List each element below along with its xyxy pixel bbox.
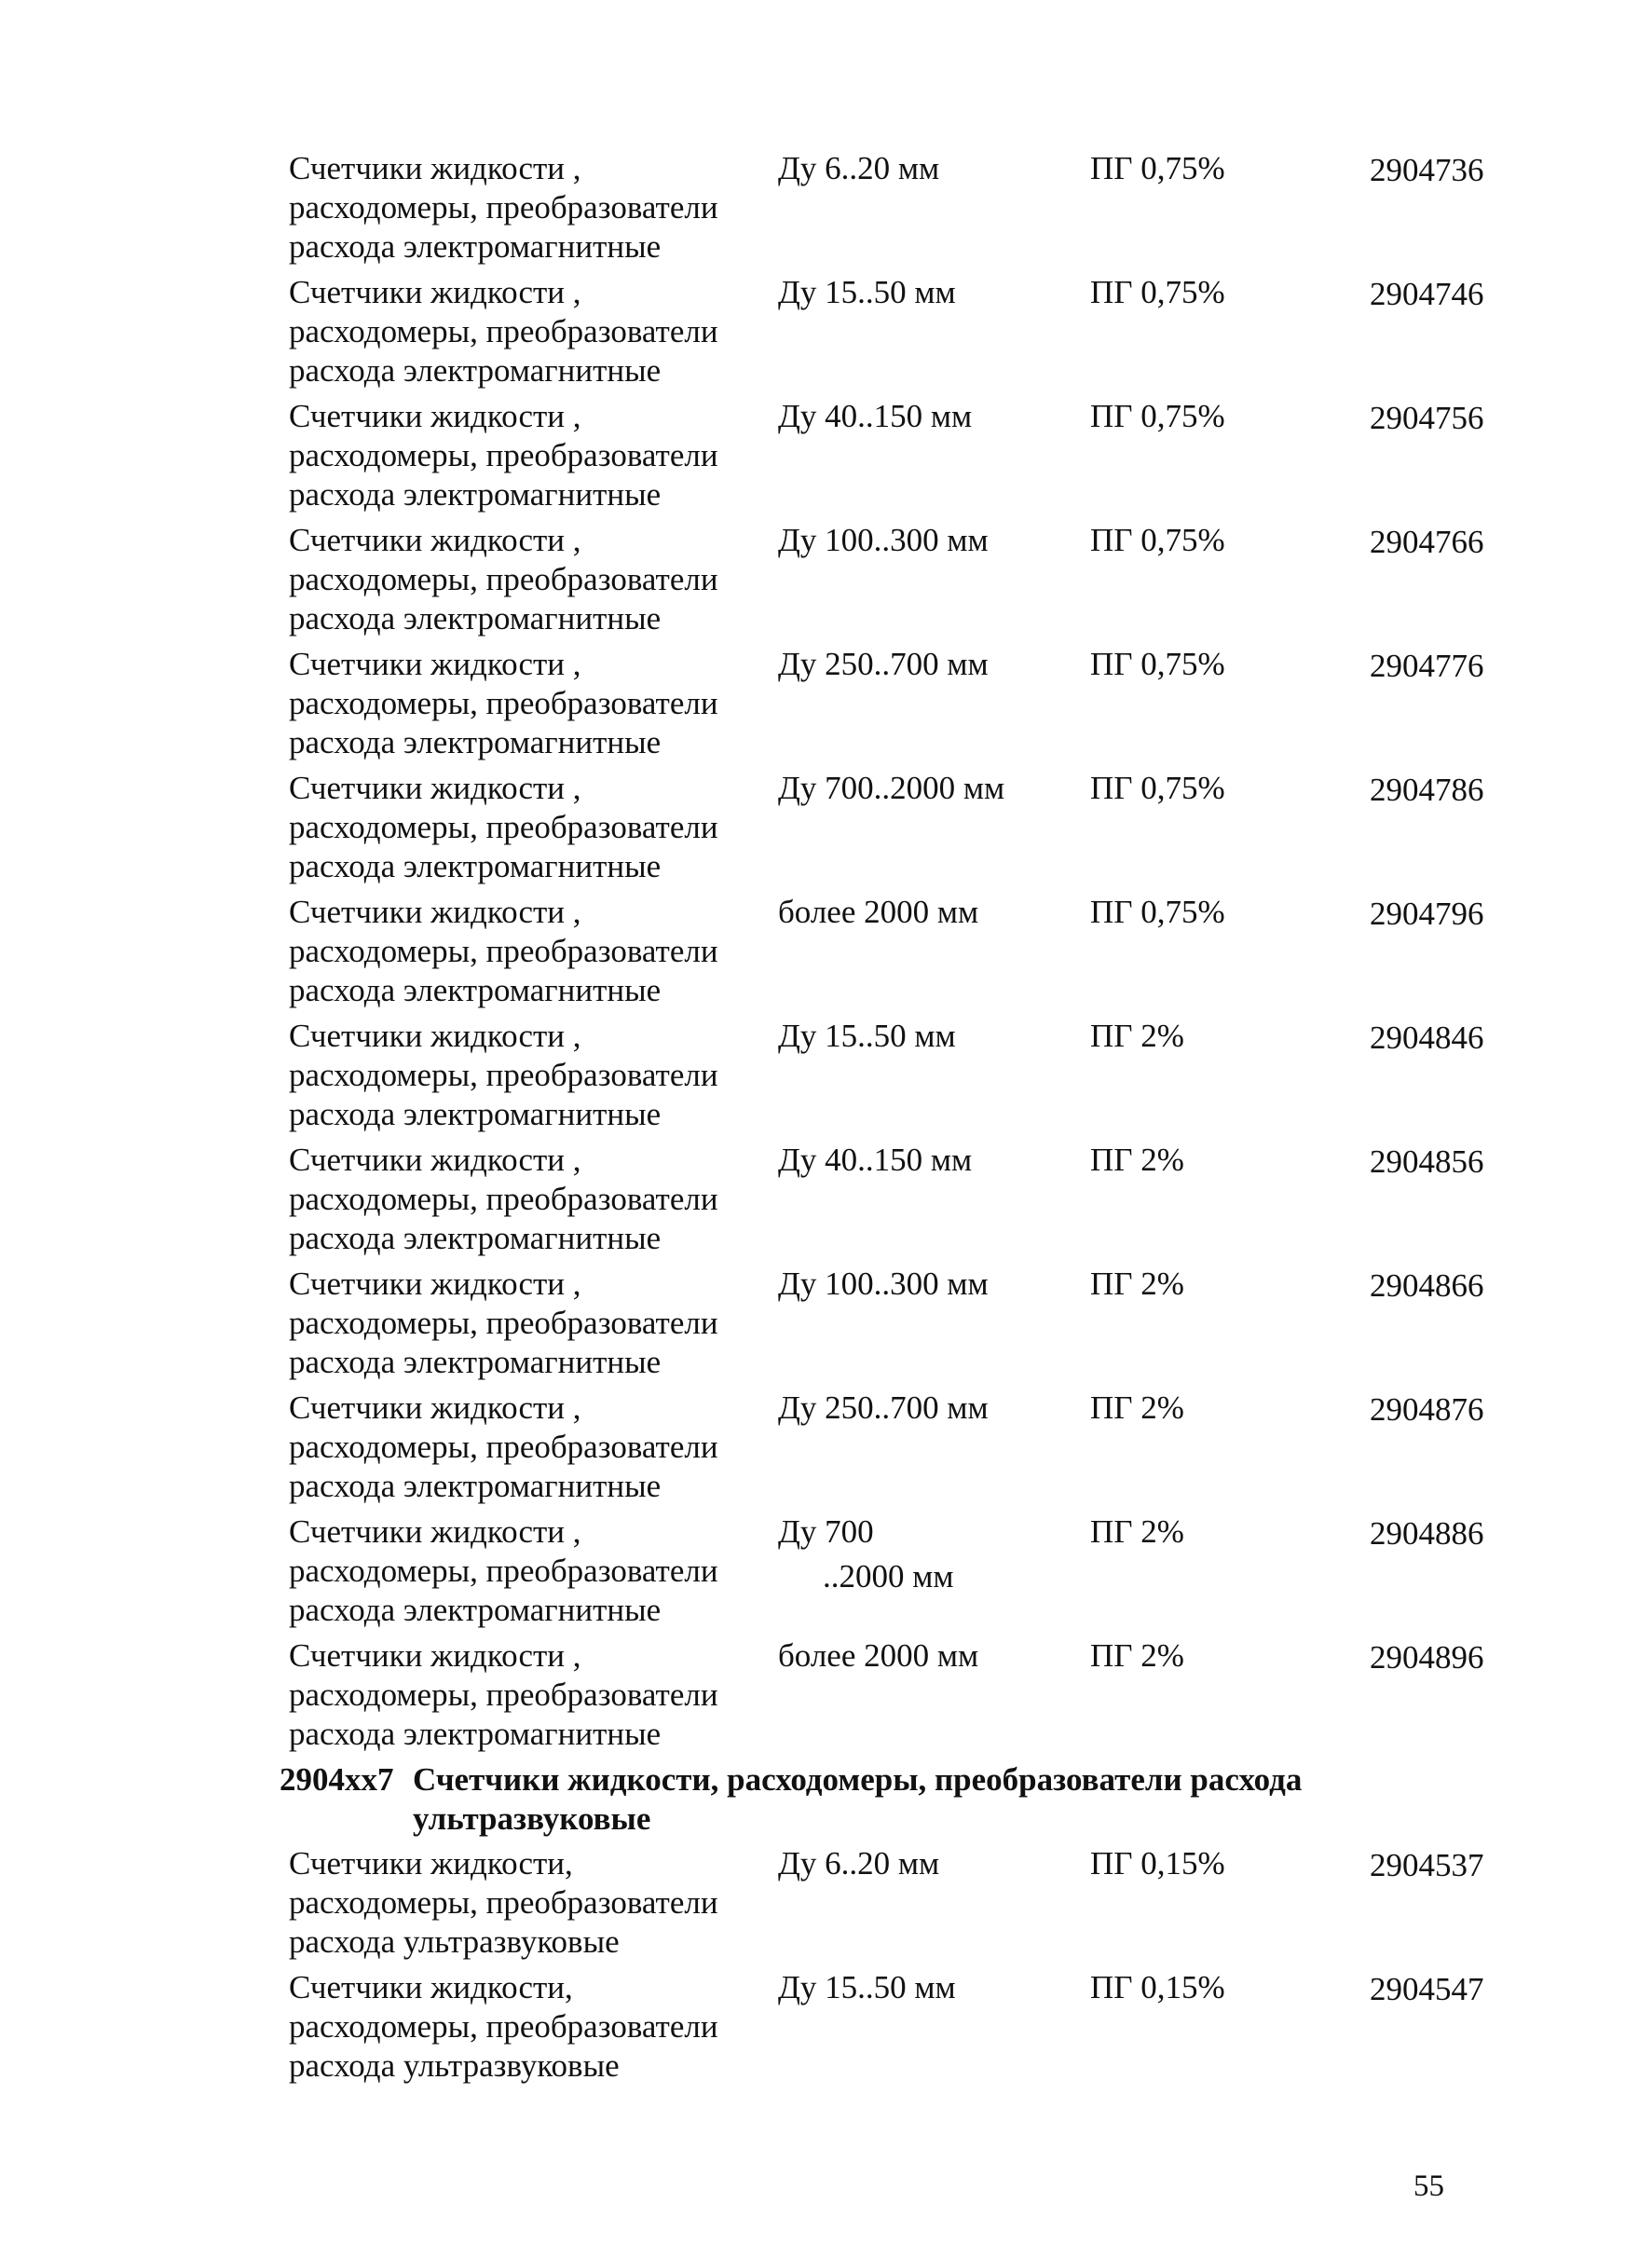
table-row [289, 1265, 1519, 1389]
device-name-line: расхода электромагнитные [289, 724, 662, 760]
error-limit: ПГ 2% [1090, 1637, 1184, 1674]
device-name-line: расходомеры, преобразователи [289, 1429, 718, 1465]
nominal-diameter-line: Ду 100..300 мм [778, 1266, 989, 1302]
table-row [289, 1636, 1519, 1760]
error-limit: ПГ 2% [1090, 1266, 1184, 1302]
device-name-line: Счетчики жидкости, [289, 1845, 573, 1882]
product-code: 2904876 [1370, 1391, 1484, 1428]
error-limit: ПГ 2% [1090, 1142, 1184, 1178]
device-name-line: Счетчики жидкости , [289, 150, 581, 186]
device-name-line: расходомеры, преобразователи [289, 1884, 718, 1921]
nominal-diameter [778, 397, 1048, 436]
device-name-line: расходомеры, преобразователи [289, 437, 718, 473]
error-limit: ПГ 0,75% [1090, 522, 1225, 558]
device-name [289, 769, 773, 886]
device-name [289, 1265, 773, 1382]
device-name-line: расходомеры, преобразователи [289, 1057, 718, 1093]
table-row [289, 1968, 1519, 2092]
nominal-diameter [778, 893, 1048, 932]
device-name-line: расхода электромагнитные [289, 1096, 662, 1132]
nominal-diameter [778, 149, 1048, 188]
device-name [289, 1389, 773, 1506]
nominal-diameter [778, 1017, 1048, 1056]
error-limit: ПГ 0,15% [1090, 1845, 1225, 1882]
product-code: 2904736 [1370, 152, 1484, 188]
table-row [289, 1389, 1519, 1512]
device-name-line: Счетчики жидкости , [289, 1018, 581, 1054]
error-limit: ПГ 2% [1090, 1389, 1184, 1426]
device-name [289, 645, 773, 762]
device-name-line: Счетчики жидкости , [289, 894, 581, 930]
product-code: 2904547 [1370, 1971, 1484, 2007]
device-name [289, 893, 773, 1010]
device-name-line: расхода электромагнитные [289, 228, 662, 265]
device-name [289, 397, 773, 514]
section-title [413, 1760, 1363, 1839]
page-number: 55 [1413, 2169, 1444, 2203]
section-code: 2904xx7 [280, 1761, 394, 1798]
nominal-diameter-line: Ду 40..150 мм [778, 398, 973, 434]
table-row [289, 521, 1519, 645]
nominal-diameter [778, 1844, 1048, 1883]
device-name-line: расходомеры, преобразователи [289, 313, 718, 349]
device-name [289, 273, 773, 390]
catalog-table [280, 149, 1519, 2092]
device-name-line: расхода электромагнитные [289, 1592, 662, 1628]
nominal-diameter-line: более 2000 мм [778, 1637, 979, 1674]
section-title-line: Счетчики жидкости, расходомеры, преобразователи расхода [413, 1761, 1303, 1798]
device-name [289, 1017, 773, 1134]
nominal-diameter-line: Ду 15..50 мм [778, 274, 956, 310]
error-limit: ПГ 2% [1090, 1018, 1184, 1054]
product-code: 2904796 [1370, 896, 1484, 932]
device-name-line: расхода электромагнитные [289, 352, 662, 389]
device-name-line: Счетчики жидкости , [289, 646, 581, 682]
product-code: 2904786 [1370, 772, 1484, 808]
error-limit: ПГ 0,15% [1090, 1969, 1225, 2005]
error-limit: ПГ 0,75% [1090, 894, 1225, 930]
nominal-diameter-line: Ду 6..20 мм [778, 150, 940, 186]
device-name [289, 521, 773, 638]
electromagnetic-rows [289, 149, 1519, 1760]
table-row [289, 893, 1519, 1017]
table-row [289, 149, 1519, 273]
device-name [289, 1844, 773, 1962]
device-name-line: расхода электромагнитные [289, 1468, 662, 1504]
device-name-line: расхода ультразвуковые [289, 1923, 620, 1960]
nominal-diameter-line: Ду 40..150 мм [778, 1142, 973, 1178]
nominal-diameter [778, 1141, 1048, 1180]
nominal-diameter [778, 521, 1048, 560]
product-code: 2904886 [1370, 1515, 1484, 1552]
device-name-line: Счетчики жидкости, [289, 1969, 573, 2005]
product-code: 2904846 [1370, 1020, 1484, 1056]
device-name-line: расходомеры, преобразователи [289, 685, 718, 721]
device-name-line: расхода электромагнитные [289, 848, 662, 884]
ultrasonic-rows [289, 1844, 1519, 2092]
device-name-line: расходомеры, преобразователи [289, 933, 718, 969]
device-name-line: расходомеры, преобразователи [289, 1305, 718, 1341]
device-name [289, 1636, 773, 1754]
product-code: 2904756 [1370, 400, 1484, 436]
table-row [289, 1844, 1519, 1968]
device-name-line: расхода электромагнитные [289, 972, 662, 1008]
device-name [289, 1968, 773, 2086]
device-name-line: Счетчики жидкости , [289, 1142, 581, 1178]
device-name-line: Счетчики жидкости , [289, 1266, 581, 1302]
nominal-diameter [778, 1512, 1048, 1596]
product-code: 2904746 [1370, 276, 1484, 312]
device-name-line: расхода электромагнитные [289, 1344, 662, 1380]
device-name-line: расхода электромагнитные [289, 1716, 662, 1752]
product-code: 2904537 [1370, 1847, 1484, 1883]
section-title-line: ультразвуковые [413, 1800, 651, 1837]
nominal-diameter [778, 769, 1048, 808]
table-row [289, 1141, 1519, 1265]
nominal-diameter-line: Ду 250..700 мм [778, 646, 989, 682]
device-name-line: расходомеры, преобразователи [289, 1676, 718, 1713]
nominal-diameter [778, 645, 1048, 684]
nominal-diameter-line: ..2000 мм [823, 1558, 954, 1594]
table-row [289, 273, 1519, 397]
device-name-line: расхода электромагнитные [289, 476, 662, 513]
product-code: 2904856 [1370, 1143, 1484, 1180]
nominal-diameter-line: Ду 700 [778, 1513, 874, 1550]
device-name-line: расходомеры, преобразователи [289, 561, 718, 597]
nominal-diameter-line: Ду 250..700 мм [778, 1389, 989, 1426]
error-limit: ПГ 0,75% [1090, 150, 1225, 186]
error-limit: ПГ 2% [1090, 1513, 1184, 1550]
device-name-line: расходомеры, преобразователи [289, 2008, 718, 2045]
device-name-line: расходомеры, преобразователи [289, 1553, 718, 1589]
device-name-line: Счетчики жидкости , [289, 1389, 581, 1426]
nominal-diameter-line: Ду 6..20 мм [778, 1845, 940, 1882]
error-limit: ПГ 0,75% [1090, 398, 1225, 434]
product-code: 2904776 [1370, 648, 1484, 684]
nominal-diameter [778, 273, 1048, 312]
device-name-line: расходомеры, преобразователи [289, 1181, 718, 1217]
device-name-line: расходомеры, преобразователи [289, 189, 718, 226]
table-row [289, 1017, 1519, 1141]
device-name-line: Счетчики жидкости , [289, 770, 581, 806]
nominal-diameter-line: Ду 700..2000 мм [778, 770, 1005, 806]
device-name-line: расхода электромагнитные [289, 600, 662, 636]
device-name [289, 149, 773, 267]
nominal-diameter-line: более 2000 мм [778, 894, 979, 930]
section-header [280, 1760, 1519, 1844]
device-name [289, 1512, 773, 1630]
nominal-diameter-line: Ду 15..50 мм [778, 1969, 956, 2005]
error-limit: ПГ 0,75% [1090, 646, 1225, 682]
nominal-diameter [778, 1265, 1048, 1304]
device-name [289, 1141, 773, 1258]
table-row [289, 645, 1519, 769]
nominal-diameter [778, 1636, 1048, 1676]
product-code: 2904866 [1370, 1267, 1484, 1304]
error-limit: ПГ 0,75% [1090, 770, 1225, 806]
nominal-diameter [778, 1389, 1048, 1428]
device-name-line: Счетчики жидкости , [289, 1637, 581, 1674]
product-code: 2904766 [1370, 524, 1484, 560]
error-limit: ПГ 0,75% [1090, 274, 1225, 310]
device-name-line: Счетчики жидкости , [289, 1513, 581, 1550]
device-name-line: расхода электромагнитные [289, 1220, 662, 1256]
nominal-diameter-line: Ду 15..50 мм [778, 1018, 956, 1054]
device-name-line: Счетчики жидкости , [289, 398, 581, 434]
device-name-line: расхода ультразвуковые [289, 2047, 620, 2084]
device-name-line: Счетчики жидкости , [289, 522, 581, 558]
nominal-diameter-line: Ду 100..300 мм [778, 522, 989, 558]
table-row [289, 1512, 1519, 1636]
product-code: 2904896 [1370, 1639, 1484, 1676]
table-row [289, 397, 1519, 521]
device-name-line: расходомеры, преобразователи [289, 809, 718, 845]
nominal-diameter [778, 1968, 1048, 2007]
device-name-line: Счетчики жидкости , [289, 274, 581, 310]
table-row [289, 769, 1519, 893]
